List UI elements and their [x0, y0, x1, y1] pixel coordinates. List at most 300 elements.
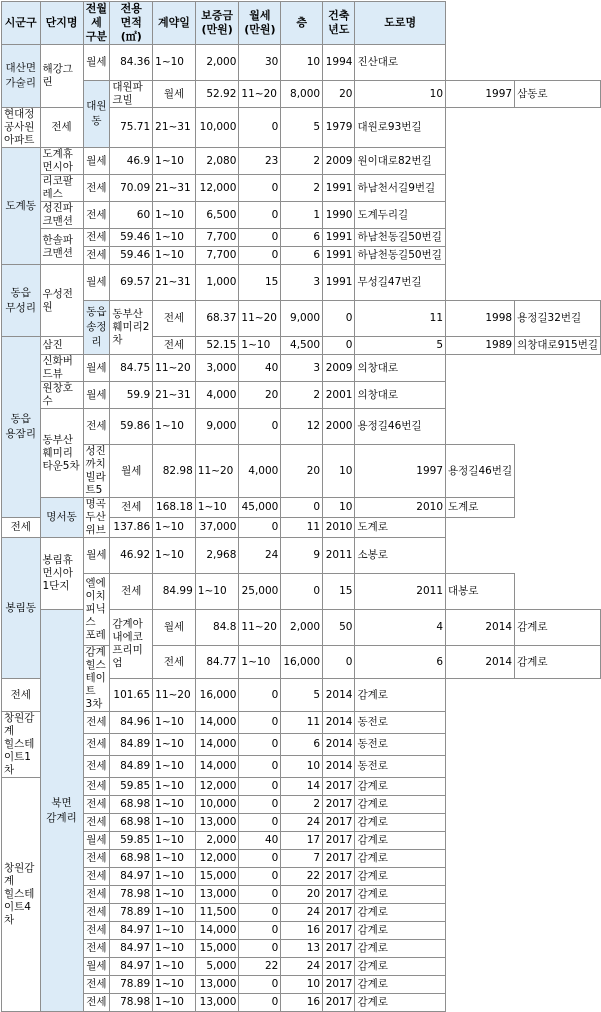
table-row [2, 247, 601, 265]
cell-contract-date: 1~10 [153, 518, 196, 538]
cell-road-name: 삼동로 [515, 81, 601, 108]
cell-floor: 6 [281, 734, 323, 756]
cell-deposit: 14,000 [195, 734, 239, 756]
cell-monthly-rent: 20 [239, 382, 281, 409]
table-row [2, 265, 601, 301]
cell-lease-type: 월세 [83, 148, 110, 175]
cell-floor: 24 [281, 904, 323, 922]
cell-build-year: 2017 [323, 868, 355, 886]
cell-build-year: 2014 [323, 734, 355, 756]
cell-floor: 10 [281, 45, 323, 81]
cell-deposit: 16,000 [281, 646, 323, 679]
cell-area: 69.57 [110, 265, 153, 301]
cell-monthly-rent: 50 [323, 610, 355, 646]
table-row [2, 574, 601, 610]
cell-road-name: 감계로 [355, 778, 446, 796]
table-row [2, 940, 601, 958]
cell-contract-date: 21~31 [153, 175, 196, 202]
cell-build-year: 2001 [323, 382, 355, 409]
cell-complex-name: 성진파크맨션 [40, 202, 83, 229]
cell-build-year: 2017 [323, 778, 355, 796]
cell-monthly-rent: 0 [239, 886, 281, 904]
cell-complex-name: 원창호수 [40, 382, 83, 409]
cell-road-name: 감계로 [515, 646, 601, 679]
cell-lease-type: 전세 [83, 756, 110, 778]
cell-lease-type: 전세 [83, 814, 110, 832]
cell-contract-date: 1~10 [153, 538, 196, 574]
cell-contract-date: 21~31 [153, 265, 196, 301]
cell-road-name: 대원로93번길 [355, 108, 446, 148]
table-row [2, 994, 601, 1012]
cell-lease-type: 전세 [83, 868, 110, 886]
cell-district: 동읍 용잠리 [2, 337, 41, 518]
cell-floor: 5 [281, 679, 323, 712]
cell-deposit: 2,968 [195, 538, 239, 574]
cell-build-year: 2017 [323, 940, 355, 958]
cell-floor: 1 [281, 202, 323, 229]
cell-monthly-rent: 0 [239, 712, 281, 734]
cell-monthly-rent: 0 [239, 868, 281, 886]
cell-monthly-rent: 0 [239, 734, 281, 756]
cell-deposit: 9,000 [281, 301, 323, 337]
cell-area: 84.8 [195, 610, 239, 646]
cell-deposit: 3,000 [195, 355, 239, 382]
cell-lease-type: 전세 [83, 229, 110, 247]
cell-build-year: 1998 [446, 301, 515, 337]
cell-build-year: 2017 [323, 958, 355, 976]
cell-contract-date: 1~10 [195, 498, 239, 518]
cell-contract-date: 1~10 [239, 646, 281, 679]
cell-contract-date: 1~10 [153, 148, 196, 175]
cell-monthly-rent: 0 [239, 202, 281, 229]
cell-floor: 6 [355, 646, 446, 679]
cell-lease-type: 전세 [153, 646, 196, 679]
cell-floor: 11 [355, 301, 446, 337]
cell-complex-name: 창원감계 힐스테이트4차 [2, 778, 41, 1012]
cell-deposit: 10,000 [195, 108, 239, 148]
cell-deposit: 13,000 [195, 886, 239, 904]
cell-area: 59.46 [110, 229, 153, 247]
cell-lease-type: 전세 [83, 922, 110, 940]
table-row [2, 778, 601, 796]
table-row [2, 756, 601, 778]
cell-floor: 2 [281, 382, 323, 409]
cell-deposit: 9,000 [195, 409, 239, 445]
cell-district: 명서동 [40, 498, 83, 538]
table-row [2, 868, 601, 886]
cell-monthly-rent: 0 [281, 498, 323, 518]
cell-floor: 6 [281, 247, 323, 265]
cell-monthly-rent: 0 [239, 108, 281, 148]
cell-lease-type: 전세 [83, 940, 110, 958]
cell-area: 84.96 [110, 712, 153, 734]
cell-road-name: 감계로 [515, 610, 601, 646]
cell-deposit: 13,000 [195, 994, 239, 1012]
cell-floor: 12 [281, 409, 323, 445]
cell-monthly-rent: 0 [323, 337, 355, 355]
cell-complex-name: 동부산훼미리 타운5차 [40, 409, 83, 498]
cell-build-year: 2017 [323, 832, 355, 850]
cell-area: 84.97 [110, 958, 153, 976]
cell-road-name: 진산대로 [355, 45, 446, 81]
cell-area: 68.98 [110, 796, 153, 814]
cell-monthly-rent: 0 [323, 301, 355, 337]
table-row [2, 382, 601, 409]
cell-monthly-rent: 0 [239, 904, 281, 922]
cell-monthly-rent: 0 [239, 756, 281, 778]
cell-area: 68.98 [110, 814, 153, 832]
cell-monthly-rent: 0 [239, 796, 281, 814]
cell-complex-name: 동부산훼미리2차 [110, 301, 153, 355]
cell-contract-date: 1~10 [153, 229, 196, 247]
cell-road-name: 감계로 [355, 922, 446, 940]
cell-complex-name: 명곡두산위브 [83, 498, 110, 538]
cell-build-year: 1991 [323, 229, 355, 247]
cell-floor: 2 [281, 148, 323, 175]
cell-area: 78.98 [110, 994, 153, 1012]
cell-build-year: 2017 [323, 976, 355, 994]
cell-area: 59.9 [110, 382, 153, 409]
cell-build-year: 2017 [323, 994, 355, 1012]
table-row [2, 445, 601, 498]
cell-floor: 20 [281, 886, 323, 904]
cell-area: 84.36 [110, 45, 153, 81]
cell-monthly-rent: 0 [239, 247, 281, 265]
table-row [2, 734, 601, 756]
cell-floor: 5 [355, 337, 446, 355]
cell-area: 84.77 [195, 646, 239, 679]
cell-deposit: 45,000 [239, 498, 281, 518]
cell-build-year: 2017 [323, 850, 355, 868]
table-row [2, 976, 601, 994]
table-row [2, 175, 601, 202]
cell-area: 78.98 [110, 886, 153, 904]
cell-deposit: 12,000 [195, 778, 239, 796]
table-body [2, 45, 601, 1012]
cell-road-name: 무성길47번길 [355, 265, 446, 301]
table-row [2, 886, 601, 904]
cell-floor: 11 [281, 518, 323, 538]
cell-monthly-rent: 40 [239, 832, 281, 850]
cell-road-name: 동전로 [355, 712, 446, 734]
cell-deposit: 14,000 [195, 756, 239, 778]
cell-build-year: 1991 [323, 265, 355, 301]
cell-monthly-rent: 23 [239, 148, 281, 175]
cell-monthly-rent: 20 [281, 445, 323, 498]
cell-complex-name: 엘에이치피닉스 포레 [83, 574, 110, 646]
cell-floor: 4 [355, 610, 446, 646]
cell-lease-type: 월세 [83, 265, 110, 301]
cell-road-name: 감계로 [355, 814, 446, 832]
cell-monthly-rent: 0 [239, 175, 281, 202]
cell-lease-type: 전세 [83, 202, 110, 229]
cell-contract-date: 1~10 [153, 202, 196, 229]
cell-area: 84.97 [110, 868, 153, 886]
table-row [2, 712, 601, 734]
cell-lease-type: 전세 [40, 108, 83, 148]
table-row [2, 958, 601, 976]
table-row [2, 832, 601, 850]
table-row [2, 904, 601, 922]
cell-lease-type: 전세 [83, 976, 110, 994]
cell-build-year: 1991 [323, 175, 355, 202]
cell-monthly-rent: 0 [239, 940, 281, 958]
cell-build-year: 2014 [323, 679, 355, 712]
cell-lease-type: 전세 [83, 886, 110, 904]
cell-road-name: 감계로 [355, 940, 446, 958]
cell-floor: 14 [281, 778, 323, 796]
cell-road-name: 의창대로915번길 [515, 337, 601, 355]
cell-road-name: 도계로 [446, 498, 515, 518]
cell-lease-type: 월세 [153, 610, 196, 646]
cell-area: 52.15 [195, 337, 239, 355]
cell-build-year: 2010 [323, 518, 355, 538]
cell-road-name: 하남천서길9번길 [355, 175, 446, 202]
cell-area: 59.86 [110, 409, 153, 445]
cell-contract-date: 1~10 [153, 958, 196, 976]
cell-build-year: 2017 [323, 886, 355, 904]
cell-deposit: 12,000 [195, 850, 239, 868]
cell-road-name: 감계로 [355, 958, 446, 976]
cell-road-name: 감계로 [355, 994, 446, 1012]
cell-lease-type: 전세 [2, 518, 41, 538]
cell-district: 대산면 가술리 [2, 45, 41, 108]
cell-deposit: 10,000 [195, 796, 239, 814]
header-monthly-rent: 월세 (만원) [239, 2, 281, 45]
cell-floor: 10 [281, 756, 323, 778]
cell-deposit: 2,000 [281, 610, 323, 646]
cell-floor: 22 [281, 868, 323, 886]
cell-road-name: 의창대로 [355, 382, 446, 409]
cell-district: 대원동 [83, 81, 110, 148]
cell-road-name: 도계두리길 [355, 202, 446, 229]
cell-area: 75.71 [110, 108, 153, 148]
cell-lease-type: 월세 [153, 81, 196, 108]
cell-road-name: 감계로 [355, 850, 446, 868]
cell-complex-name: 신화버드뷰 [40, 355, 83, 382]
header-district: 시군구 [2, 2, 41, 45]
cell-deposit: 2,080 [195, 148, 239, 175]
cell-lease-type: 전세 [83, 796, 110, 814]
cell-monthly-rent: 0 [323, 646, 355, 679]
cell-floor: 24 [281, 958, 323, 976]
cell-road-name: 소봉로 [355, 538, 446, 574]
cell-floor: 9 [281, 538, 323, 574]
cell-road-name: 감계로 [355, 904, 446, 922]
cell-lease-type: 월세 [83, 45, 110, 81]
cell-build-year: 2017 [323, 904, 355, 922]
cell-deposit: 37,000 [195, 518, 239, 538]
cell-complex-name: 성진까치빌라트5 [83, 445, 110, 498]
cell-build-year: 2014 [323, 756, 355, 778]
cell-monthly-rent: 0 [239, 814, 281, 832]
cell-area: 78.89 [110, 904, 153, 922]
cell-road-name: 감계로 [355, 796, 446, 814]
cell-floor: 2 [281, 175, 323, 202]
cell-lease-type: 전세 [83, 409, 110, 445]
cell-complex-name: 우성전원 [40, 265, 83, 337]
cell-deposit: 5,000 [195, 958, 239, 976]
cell-road-name: 용정길46번길 [446, 445, 515, 498]
table-row [2, 498, 601, 518]
cell-deposit: 8,000 [281, 81, 323, 108]
cell-floor: 16 [281, 994, 323, 1012]
cell-deposit: 15,000 [195, 940, 239, 958]
cell-build-year: 2014 [446, 646, 515, 679]
cell-lease-type: 전세 [83, 778, 110, 796]
cell-lease-type: 전세 [153, 337, 196, 355]
cell-monthly-rent: 0 [239, 679, 281, 712]
cell-road-name: 동전로 [355, 756, 446, 778]
cell-contract-date: 1~10 [153, 734, 196, 756]
cell-contract-date: 11~20 [153, 679, 196, 712]
cell-deposit: 12,000 [195, 175, 239, 202]
cell-build-year: 2009 [323, 148, 355, 175]
cell-lease-type: 전세 [83, 247, 110, 265]
cell-floor: 10 [323, 498, 355, 518]
cell-area: 52.92 [195, 81, 239, 108]
table-row [2, 45, 601, 81]
cell-contract-date: 1~10 [153, 778, 196, 796]
cell-deposit: 4,000 [239, 445, 281, 498]
cell-area: 68.37 [195, 301, 239, 337]
cell-district: 봉림동 [2, 538, 41, 679]
cell-complex-name: 창원감계 힐스테이트1차 [2, 712, 41, 778]
cell-contract-date: 1~10 [153, 994, 196, 1012]
cell-area: 68.98 [110, 850, 153, 868]
cell-contract-date: 1~10 [153, 904, 196, 922]
cell-monthly-rent: 0 [239, 518, 281, 538]
cell-area: 101.65 [110, 679, 153, 712]
cell-build-year: 1994 [323, 45, 355, 81]
table-row [2, 81, 601, 108]
cell-lease-type: 월세 [83, 832, 110, 850]
cell-contract-date: 1~10 [153, 756, 196, 778]
cell-deposit: 2,000 [195, 45, 239, 81]
cell-floor: 10 [355, 81, 446, 108]
cell-floor: 15 [323, 574, 355, 610]
cell-deposit: 11,500 [195, 904, 239, 922]
cell-lease-type: 전세 [83, 850, 110, 868]
cell-floor: 6 [281, 229, 323, 247]
cell-contract-date: 1~10 [153, 796, 196, 814]
cell-contract-date: 11~20 [153, 355, 196, 382]
cell-monthly-rent: 0 [281, 574, 323, 610]
cell-area: 84.99 [153, 574, 196, 610]
cell-contract-date: 1~10 [153, 886, 196, 904]
cell-contract-date: 1~10 [153, 814, 196, 832]
cell-build-year: 2010 [355, 498, 446, 518]
table-row [2, 814, 601, 832]
cell-lease-type: 월세 [83, 355, 110, 382]
cell-area: 59.85 [110, 778, 153, 796]
cell-district: 동읍 송정리 [83, 301, 110, 355]
cell-build-year: 1990 [323, 202, 355, 229]
cell-road-name: 원이대로82번길 [355, 148, 446, 175]
cell-floor: 3 [281, 265, 323, 301]
cell-floor: 10 [281, 976, 323, 994]
cell-road-name: 감계로 [355, 832, 446, 850]
cell-lease-type: 전세 [153, 301, 196, 337]
header-lease-type: 전월세 구분 [83, 2, 110, 45]
cell-complex-name: 도계휴먼시아 [40, 148, 83, 175]
table-row [2, 796, 601, 814]
cell-road-name: 도계로 [355, 518, 446, 538]
cell-lease-type: 월세 [83, 958, 110, 976]
cell-lease-type: 전세 [83, 994, 110, 1012]
cell-road-name: 의창대로 [355, 355, 446, 382]
cell-road-name: 감계로 [355, 679, 446, 712]
cell-area: 59.46 [110, 247, 153, 265]
cell-district: 도계동 [2, 148, 41, 265]
cell-area: 84.89 [110, 734, 153, 756]
cell-deposit: 16,000 [195, 679, 239, 712]
cell-build-year: 1997 [446, 81, 515, 108]
cell-monthly-rent: 0 [239, 976, 281, 994]
cell-complex-name: 감계힐스테이트 3차 [83, 646, 110, 712]
cell-build-year: 2011 [355, 574, 446, 610]
cell-build-year: 1989 [446, 337, 515, 355]
cell-contract-date: 1~10 [153, 976, 196, 994]
cell-contract-date: 1~10 [153, 922, 196, 940]
cell-complex-name: 봉림휴먼시아 1단지 [40, 538, 83, 610]
cell-lease-type: 월세 [83, 382, 110, 409]
cell-deposit: 7,700 [195, 247, 239, 265]
cell-district: 동읍 무성리 [2, 265, 41, 337]
cell-build-year: 2017 [323, 796, 355, 814]
cell-contract-date: 11~20 [239, 301, 281, 337]
cell-monthly-rent: 20 [323, 81, 355, 108]
cell-build-year: 2017 [323, 814, 355, 832]
cell-lease-type: 전세 [110, 498, 153, 518]
table-row [2, 202, 601, 229]
cell-lease-type: 월세 [110, 445, 153, 498]
cell-area: 168.18 [153, 498, 196, 518]
cell-contract-date: 1~10 [153, 247, 196, 265]
table-row [2, 538, 601, 574]
cell-deposit: 14,000 [195, 922, 239, 940]
cell-monthly-rent: 24 [239, 538, 281, 574]
table-row [2, 148, 601, 175]
cell-deposit: 15,000 [195, 868, 239, 886]
cell-complex-name: 감계아내에코 프리미엄 [110, 610, 153, 679]
cell-monthly-rent: 0 [239, 409, 281, 445]
cell-deposit: 1,000 [195, 265, 239, 301]
cell-road-name: 감계로 [355, 886, 446, 904]
cell-deposit: 14,000 [195, 712, 239, 734]
header-road-name: 도로명 [355, 2, 446, 45]
cell-floor: 10 [323, 445, 355, 498]
cell-deposit: 4,000 [195, 382, 239, 409]
cell-contract-date: 1~10 [153, 868, 196, 886]
cell-monthly-rent: 0 [239, 994, 281, 1012]
cell-contract-date: 11~20 [239, 610, 281, 646]
cell-floor: 2 [281, 796, 323, 814]
cell-complex-name: 한솔파크맨션 [40, 229, 83, 265]
cell-district: 북면 감계리 [40, 610, 83, 1012]
cell-complex-name: 대원파크빌 [110, 81, 153, 108]
cell-contract-date: 1~10 [195, 574, 239, 610]
cell-lease-type: 전세 [83, 904, 110, 922]
cell-build-year: 1979 [323, 108, 355, 148]
cell-lease-type: 전세 [2, 679, 41, 712]
cell-build-year: 2014 [446, 610, 515, 646]
cell-floor: 3 [281, 355, 323, 382]
cell-deposit: 4,500 [281, 337, 323, 355]
cell-contract-date: 1~10 [239, 337, 281, 355]
cell-area: 84.97 [110, 922, 153, 940]
cell-build-year: 2014 [323, 712, 355, 734]
